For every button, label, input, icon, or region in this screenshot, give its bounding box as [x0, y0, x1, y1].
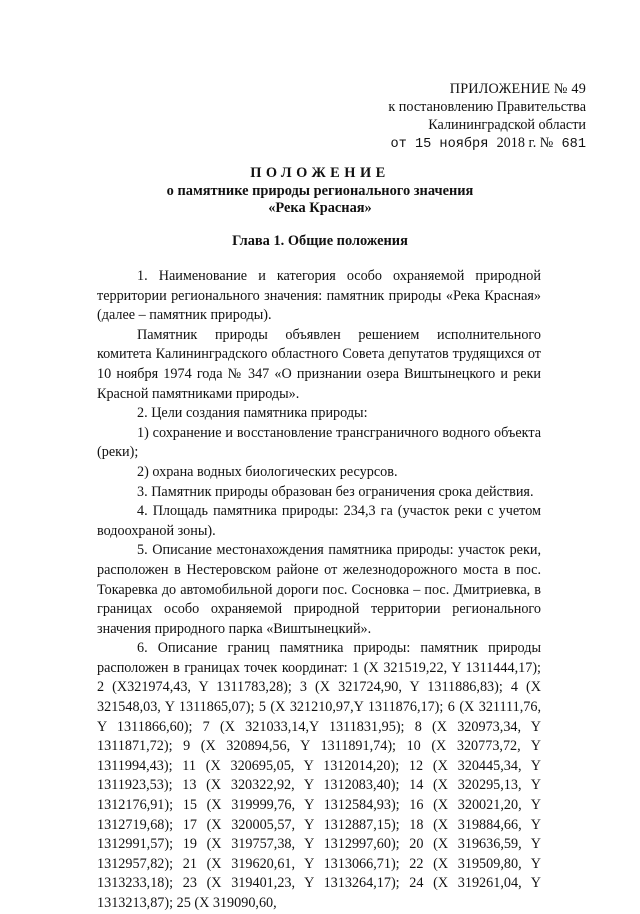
document-title [100, 165, 540, 218]
title-subtitle: о памятнике природы регионального значения [166, 182, 474, 199]
chapter-heading: Глава 1. Общие положения [232, 233, 408, 249]
paragraph: 5. Описание местонахождения памятника природы: участок реки, расположен в Нестеровском районе от железнодорожного моста в пос. Токаревка до автомобильной дороги пос. Сосновка – пос. Дмитриевка, в границах особо охраняемой природной территории регионального значения природного парка «Виштынецкий». [97, 542, 541, 637]
appendix-date [330, 134, 586, 154]
paragraph: 2) охрана водных биологических ресурсов. [137, 463, 398, 480]
paragraph: 1) сохранение и восстановление трансграничного водного объекта (реки); [97, 424, 541, 461]
paragraph: 3. Памятник природы образован без ограничения срока действия. [137, 483, 534, 500]
paragraph: Памятник природы объявлен решением исполнительного комитета Калининградского областного Совета депутатов трудящихся от 10 ноября 1974 года № 347 «О признании озера Виштынецкого и реки Красной памятниками природы». [97, 326, 541, 402]
appendix-resolution: к постановлению Правительства [388, 99, 586, 115]
appendix-number: ПРИЛОЖЕНИЕ № 49 [449, 81, 586, 97]
appendix-header [330, 80, 586, 154]
title-heading: ПОЛОЖЕНИЕ [250, 165, 390, 181]
paragraph: 2. Цели создания памятника природы: [137, 405, 368, 422]
document-body [97, 267, 541, 914]
appendix-region: Калининградской области [428, 117, 586, 133]
appendix-date-prefix: от 15 ноября [390, 137, 489, 152]
paragraph: 6. Описание границ памятника природы: памятник природы расположен в границах точек координат: 1 (X 321519,22, Y 1311444,17); 2 (X321974,43, Y 1311783,28); 3 (X 321724,90, Y 1311886,83); 4 (X 321548,03, Y 1311865,07); 5 (X 321210,97,Y 1311876,17); 6 (X 321111,76, Y 1311866,60); 7 (X 321033,14,Y 1311831,95); 8 (X 320973,34, Y 1311871,72); 9 (X 320894,56, Y 1311891,74); 10 (X 320773,72, Y 1311994,43); 11 (X 320695,05, Y 1312014,20); 12 (X 320445,34, Y 1311923,53); 13 (X 320322,92, Y 1312083,40); 14 (X 320295,13, Y 1312176,91); 15 (X 319999,76, Y 1312584,93); 16 (X 320021,20, Y 1312719,68); 17 (X 320005,57, Y 1312887,15); 18 (X 319884,66, Y 1312991,57); 19 (X 319757,38, Y 1312997,60); 20 (X 319636,59, Y 1312957,82); 21 (X 319620,61, Y 1313066,71); 22 (X 319509,80, Y 1313233,18); 23 (X 319401,23, Y 1313264,17); 24 (X 319261,04, Y 1313213,87); 25 (X 319090,60, [97, 640, 541, 911]
title-name: «Река Красная» [268, 200, 372, 216]
appendix-date-number: 681 [561, 137, 586, 152]
paragraph: 4. Площадь памятника природы: 234,3 га (участок реки с учетом водоохраной зоны). [97, 503, 541, 539]
paragraph: 1. Наименование и категория особо охраняемой природной территории регионального значения: памятник природы «Река Красная» (далее – памятник природы). [97, 268, 541, 324]
appendix-date-year: 2018 г. № [496, 135, 554, 151]
